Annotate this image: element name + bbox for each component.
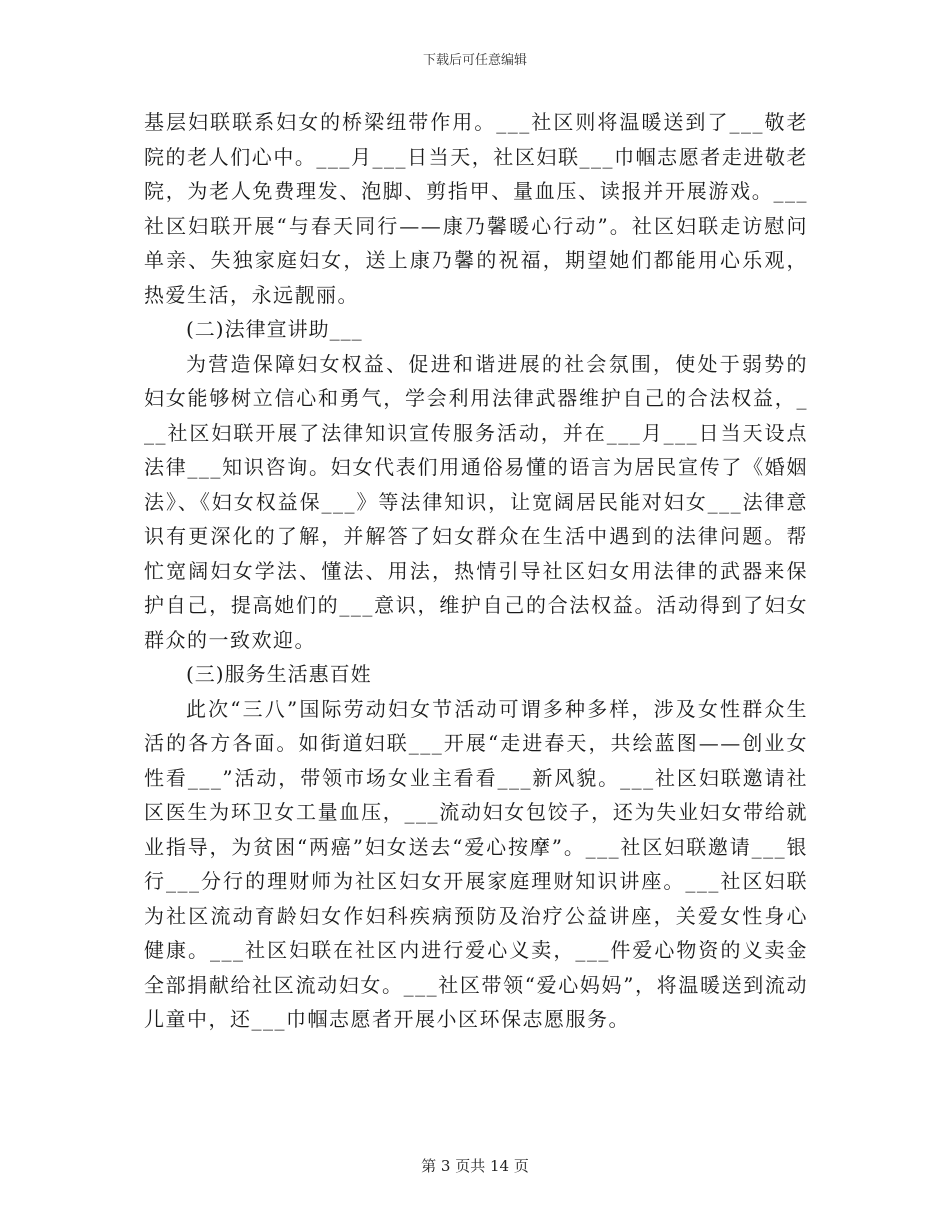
paragraph-legal: 为营造保障妇女权益、促进和谐进展的社会氛围，使处于弱势的妇女能够树立信心和勇气，学会利用法律武器维护自己的合法权益，___社区妇联开展了法律知识宣传服务活动，并在___月___日当天设点法律___知识咨询。妇女代表们用通俗易懂的语言为居民宣传了《婚姻法》、《妇女权益保___》等法律知识，让宽阔居民能对妇女___法律意识有更深化的了解，并解答了妇女群众在生活中遇到的法律问题。帮忙宽阔妇女学法、懂法、用法，热情引导社区妇女用法律的武器来保护自己，提高她们的___意识，维护自己的合法权益。活动得到了妇女群众的一致欢迎。 [144,351,808,652]
section-heading-legal: (二)法律宣讲助___ [186,317,363,341]
document-body [144,105,808,1037]
page-footer: 第 3 页共 14 页 [421,1157,529,1175]
paragraph-continuation: 基层妇联联系妇女的桥梁纽带作用。___社区则将温暖送到了___敬老院的老人们心中。___月___日当天，社区妇联___巾帼志愿者走进敬老院，为老人免费理发、泡脚、剪指甲、量血压、读报并开展游戏。___社区妇联开展“与春天同行——康乃馨暖心行动”。社区妇联走访慰问单亲、失独家庭妇女，送上康乃馨的祝福，期望她们都能用心乐观，热爱生活，永远靓丽。 [144,110,808,307]
section-heading-service: (三)服务生活惠百姓 [186,662,372,686]
page-header: 下载后可任意编辑 [422,53,527,68]
paragraph-service: 此次“三八”国际劳动妇女节活动可谓多种多样，涉及女性群众生活的各方各面。如街道妇联___开展“走进春天，共绘蓝图——创业女性看___”活动，带领市场女业主看看___新风貌。___社区妇联邀请社区医生为环卫女工量血压，___流动妇女包饺子，还为失业妇女带给就业指导，为贫困“两癌”妇女送去“爱心按摩”。___社区妇联邀请___银行___分行的理财师为社区妇女开展家庭理财知识讲座。___社区妇联为社区流动育龄妇女作妇科疾病预防及治疗公益讲座，关爱女性身心健康。___社区妇联在社区内进行爱心义卖，___件爱心物资的义卖金全部捐献给社区流动妇女。___社区带领“爱心妈妈”，将温暖送到流动儿童中，还___巾帼志愿者开展小区环保志愿服务。 [144,696,808,1031]
